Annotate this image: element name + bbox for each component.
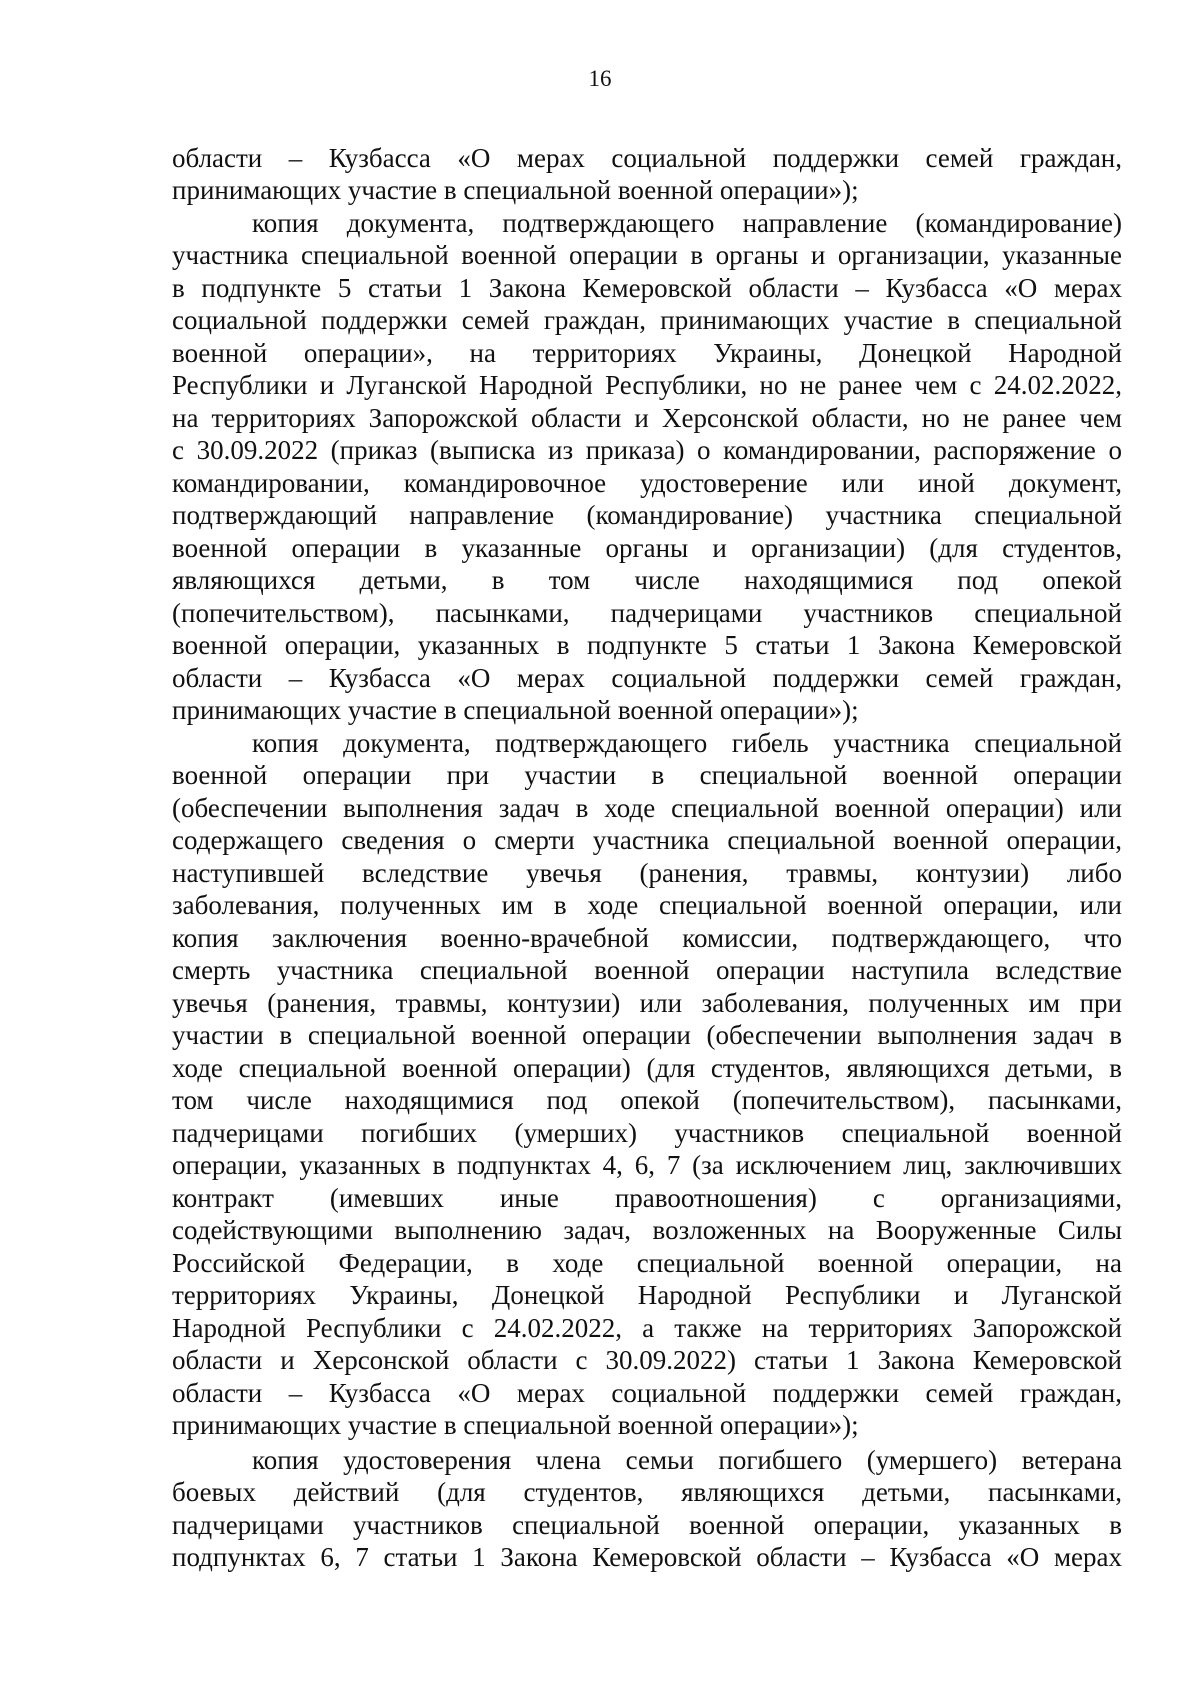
- page-number: 16: [588, 66, 612, 91]
- text-line: социальной поддержки семей граждан, принимающих участие в специальной: [172, 305, 1122, 335]
- text-line: в подпункте 5 статьи 1 Закона Кемеровской области – Кузбасса «О мерах: [172, 273, 1122, 303]
- text-line: военной операции при участии в специальной военной операции: [172, 760, 1122, 790]
- text-line: том числе находящимися под опекой (попечительством), пасынками,: [172, 1085, 1122, 1115]
- text-line: военной операции», на территориях Украины, Донецкой Народной: [172, 338, 1122, 368]
- text-line: копия документа, подтверждающего гибель участника специальной: [252, 728, 1122, 758]
- text-line: области – Кузбасса «О мерах социальной поддержки семей граждан,: [172, 143, 1122, 173]
- text-line: (обеспечении выполнения задач в ходе специальной военной операции) или: [172, 793, 1122, 823]
- text-line: Республики и Луганской Народной Республики, но не ранее чем с 24.02.2022,: [172, 370, 1122, 400]
- text-line: смерть участника специальной военной операции наступила вследствие: [172, 955, 1122, 985]
- text-line: области – Кузбасса «О мерах социальной поддержки семей граждан,: [172, 663, 1122, 693]
- text-line: ходе специальной военной операции) (для студентов, являющихся детьми, в: [172, 1053, 1122, 1083]
- text-line: Народной Республики с 24.02.2022, а также на территориях Запорожской: [172, 1313, 1122, 1343]
- text-line: содействующими выполнению задач, возложенных на Вооруженные Силы: [172, 1215, 1122, 1245]
- text-line: военной операции в указанные органы и организации) (для студентов,: [172, 533, 1122, 563]
- text-line: подпунктах 6, 7 статьи 1 Закона Кемеровской области – Кузбасса «О мерах: [172, 1542, 1122, 1572]
- text-line: на территориях Запорожской области и Херсонской области, но не ранее чем: [172, 403, 1122, 433]
- text-line: участии в специальной военной операции (обеспечении выполнения задач в: [172, 1020, 1122, 1050]
- text-line: копия документа, подтверждающего направление (командирование): [252, 208, 1122, 238]
- text-line: принимающих участие в специальной военной операции»);: [172, 175, 859, 205]
- text-line: копия заключения военно-врачебной комиссии, подтверждающего, что: [172, 923, 1122, 953]
- text-line: подтверждающий направление (командирование) участника специальной: [172, 500, 1122, 530]
- text-line: области – Кузбасса «О мерах социальной поддержки семей граждан,: [172, 1378, 1122, 1408]
- text-line: содержащего сведения о смерти участника специальной военной операции,: [172, 825, 1122, 855]
- text-line: командировании, командировочное удостоверение или иной документ,: [172, 468, 1122, 498]
- text-line: Российской Федерации, в ходе специальной военной операции, на: [172, 1248, 1122, 1278]
- text-line: падчерицами погибших (умерших) участников специальной военной: [172, 1118, 1122, 1148]
- text-line: являющихся детьми, в том числе находящимися под опекой: [172, 565, 1122, 595]
- text-line: территориях Украины, Донецкой Народной Республики и Луганской: [172, 1280, 1122, 1310]
- text-line: операции, указанных в подпунктах 4, 6, 7 (за исключением лиц, заключивших: [172, 1150, 1122, 1180]
- text-line: падчерицами участников специальной военной операции, указанных в: [172, 1510, 1122, 1540]
- text-line: заболевания, полученных им в ходе специальной военной операции, или: [172, 890, 1122, 920]
- text-line: с 30.09.2022 (приказ (выписка из приказа) о командировании, распоряжение о: [172, 435, 1122, 465]
- text-line: боевых действий (для студентов, являющихся детьми, пасынками,: [172, 1477, 1122, 1507]
- text-line: (попечительством), пасынками, падчерицами участников специальной: [172, 598, 1122, 628]
- text-line: наступившей вследствие увечья (ранения, травмы, контузии) либо: [172, 858, 1122, 888]
- text-line: области и Херсонской области с 30.09.2022) статьи 1 Закона Кемеровской: [172, 1345, 1122, 1375]
- text-line: участника специальной военной операции в органы и организации, указанные: [172, 240, 1122, 270]
- text-line: военной операции, указанных в подпункте 5 статьи 1 Закона Кемеровской: [172, 630, 1122, 660]
- text-line: копия удостоверения члена семьи погибшего (умершего) ветерана: [252, 1445, 1122, 1475]
- text-line: увечья (ранения, травмы, контузии) или заболевания, полученных им при: [172, 988, 1122, 1018]
- text-line: принимающих участие в специальной военной операции»);: [172, 1410, 859, 1440]
- text-line: принимающих участие в специальной военной операции»);: [172, 695, 859, 725]
- text-line: контракт (имевших иные правоотношения) с организациями,: [172, 1183, 1122, 1213]
